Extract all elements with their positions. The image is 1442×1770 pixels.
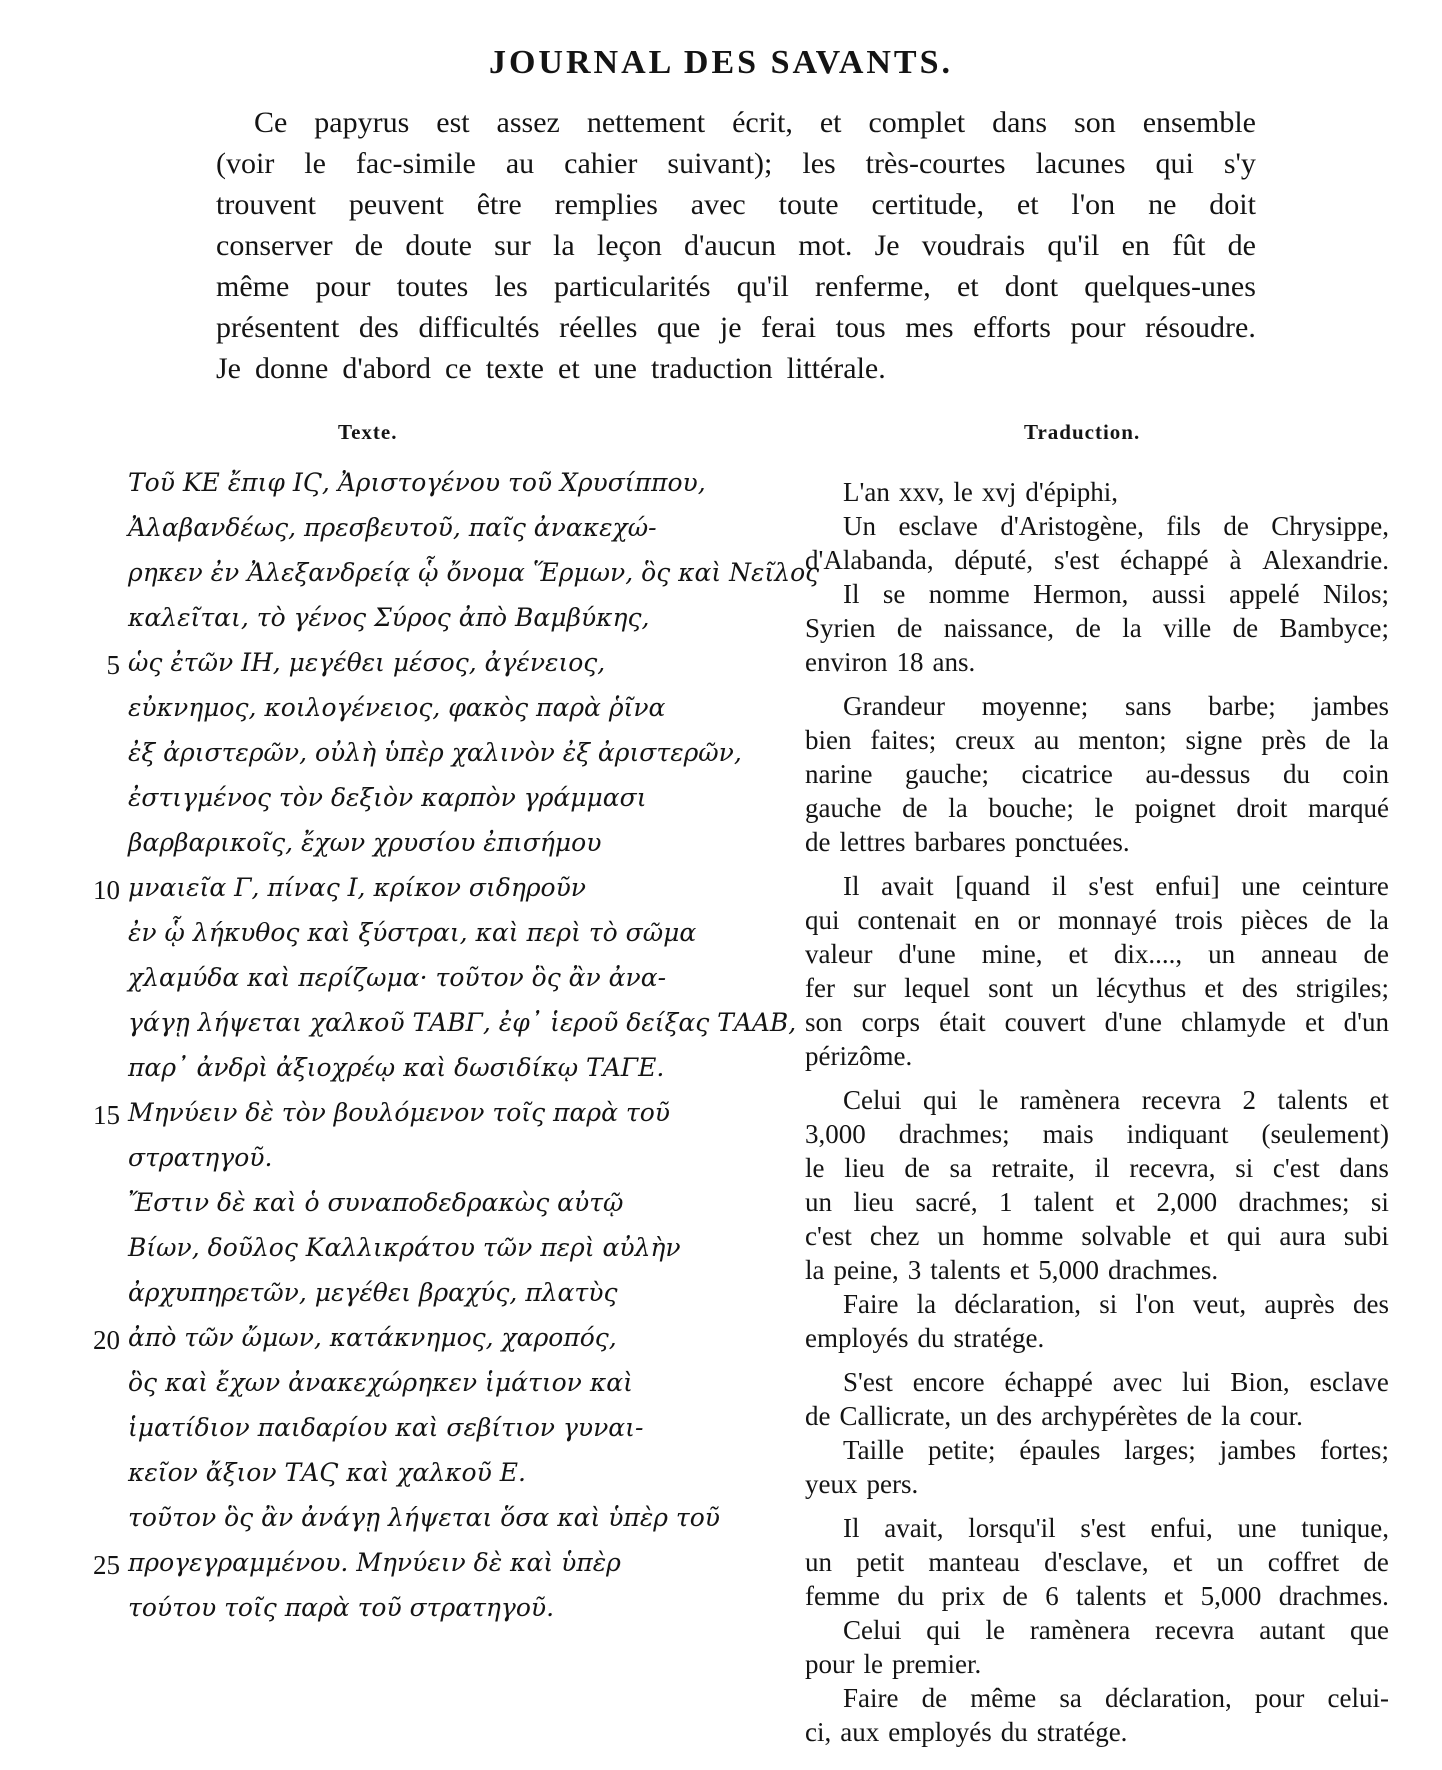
greek-line	[80, 558, 820, 603]
intro-line: Ce papyrus est assez nettement écrit, et complet dans son ensemble	[254, 106, 1256, 139]
greek-line	[80, 1503, 780, 1548]
greek-line	[80, 1098, 780, 1143]
line-number: 20	[93, 1325, 120, 1355]
translation-line: Un esclave d'Aristogène, fils de Chrysippe,	[843, 511, 1389, 541]
translation-line: Il se nomme Hermon, aussi appelé Nilos;	[843, 579, 1389, 609]
greek-line	[80, 468, 780, 513]
translation-line: de lettres barbares ponctuées.	[805, 827, 1130, 857]
translation-column-heading: Traduction.	[1024, 420, 1141, 444]
translation-line: Taille petite; épaules larges; jambes fortes;	[843, 1435, 1389, 1465]
greek-line-text: Μηνύειν δὲ τὸν βουλόμενον τοῖς παρὰ τοῦ	[128, 1098, 670, 1127]
greek-line-text: Ἔστιν δὲ καὶ ὁ συναποδεδρακὼς αὐτῷ	[128, 1188, 624, 1217]
greek-line-text: ὡς ἐτῶν ΙΗ, μεγέθει μέσος, ἀγένειος,	[128, 648, 606, 677]
greek-line	[80, 918, 780, 963]
greek-line	[80, 1413, 780, 1458]
text-column-heading: Texte.	[338, 420, 398, 444]
greek-line-text: ἐστιγμένος τὸν δεξιὸν καρπὸν γράμμασι	[128, 783, 647, 812]
greek-line	[80, 1278, 780, 1323]
translation-line: yeux pers.	[805, 1469, 919, 1499]
translation-line: un lieu sacré, 1 talent et 2,000 drachmes; si	[805, 1187, 1389, 1217]
translation-line: qui contenait en or monnayé trois pièces de la	[805, 905, 1389, 935]
greek-line-text: προγεγραμμένου. Μηνύειν δὲ καὶ ὑπὲρ	[128, 1548, 621, 1577]
greek-line-text: ἀρχυπηρετῶν, μεγέθει βραχύς, πλατὺς	[128, 1278, 618, 1307]
intro-paragraph	[216, 102, 1256, 389]
greek-line-text: ρηκεν ἐν Ἀλεξανδρείᾳ ᾧ ὄνομα Ἕρμων, ὃς καὶ Νεῖλος	[128, 558, 820, 587]
translation-line: fer sur lequel sont un lécythus et des strigiles;	[805, 973, 1389, 1003]
line-number: 25	[93, 1550, 120, 1580]
intro-line: présentent des difficultés réelles que je ferai tous mes efforts pour résoudre.	[216, 311, 1256, 344]
translation-line: Faire de même sa déclaration, pour celui-	[843, 1683, 1389, 1713]
greek-line	[80, 1188, 780, 1233]
line-number: 5	[106, 650, 120, 680]
greek-line	[80, 783, 780, 828]
translation-line: de Callicrate, un des archypérètes de la cour.	[805, 1401, 1303, 1431]
line-number: 15	[93, 1100, 120, 1130]
translation-line: S'est encore échappé avec lui Bion, esclave	[843, 1367, 1389, 1397]
greek-text-column	[80, 468, 820, 1638]
greek-line-text: ἀπὸ τῶν ὤμων, κατάκνημος, χαροπός,	[128, 1323, 617, 1352]
translation-line: Celui qui le ramènera recevra 2 talents et	[843, 1085, 1389, 1115]
intro-line: Je donne d'abord ce texte et une traduction littérale.	[216, 352, 886, 385]
translation-line: femme du prix de 6 talents et 5,000 drachmes.	[805, 1581, 1389, 1611]
greek-line-text: παρ᾽ ἀνδρὶ ἀξιοχρέῳ καὶ δωσιδίκῳ ΤΑΓΕ.	[128, 1053, 665, 1082]
translation-line: périzôme.	[805, 1041, 913, 1071]
translation-line: Syrien de naissance, de la ville de Bambyce;	[805, 613, 1389, 643]
greek-line	[80, 873, 780, 918]
greek-line-text: τούτου τοῖς παρὰ τοῦ στρατηγοῦ.	[128, 1593, 555, 1622]
intro-line: trouvent peuvent être remplies avec toute certitude, et l'on ne doit	[216, 188, 1256, 221]
greek-line	[80, 1053, 780, 1098]
translation-line: Il avait, lorsqu'il s'est enfui, une tunique,	[843, 1513, 1389, 1543]
intro-line: même pour toutes les particularités qu'il renferme, et dont quelques-unes	[216, 270, 1256, 303]
greek-line-text: κεῖον ἄξιον ΤΑϚ καὶ χαλκοῦ Ε.	[128, 1458, 526, 1487]
greek-line-text: ἐξ ἀριστερῶν, οὐλὴ ὑπὲρ χαλινὸν ἐξ ἀριστερῶν,	[128, 738, 742, 767]
translation-line: c'est chez un homme solvable et qui aura subi	[805, 1221, 1389, 1251]
greek-line	[80, 1593, 780, 1638]
translation-line: L'an xxv, le xvj d'épiphi,	[843, 477, 1118, 507]
translation-line: son corps était couvert d'une chlamyde et d'un	[805, 1007, 1389, 1037]
greek-line-text: καλεῖται, τὸ γένος Σύρος ἀπὸ Βαμβύκης,	[128, 603, 650, 632]
translation-line: d'Alabanda, député, s'est échappé à Alexandrie.	[805, 545, 1389, 575]
greek-line	[80, 1458, 780, 1503]
translation-line: la peine, 3 talents et 5,000 drachmes.	[805, 1255, 1219, 1285]
greek-line-text: ὃς καὶ ἔχων ἀνακεχώρηκεν ἱμάτιον καὶ	[128, 1368, 633, 1397]
greek-line	[80, 1368, 780, 1413]
greek-line	[80, 738, 780, 783]
greek-line	[80, 1143, 780, 1188]
intro-line: conserver de doute sur la leçon d'aucun mot. Je voudrais qu'il en fût de	[216, 229, 1256, 262]
translation-line: narine gauche; cicatrice au-dessus du coin	[805, 759, 1389, 789]
translation-line: Celui qui le ramènera recevra autant que	[843, 1615, 1389, 1645]
greek-line-text: βαρβαρικοῖς, ἔχων χρυσίου ἐπισήμου	[128, 828, 602, 857]
greek-line	[80, 693, 780, 738]
intro-line: (voir le fac-simile au cahier suivant); les très-courtes lacunes qui s'y	[216, 147, 1256, 180]
greek-line-text: χλαμύδα καὶ περίζωμα· τοῦτον ὃς ἂν ἀνα-	[128, 963, 667, 992]
greek-line	[80, 1008, 797, 1053]
translation-line: un petit manteau d'esclave, et un coffret de	[805, 1547, 1389, 1577]
translation-line: employés du stratége.	[805, 1323, 1045, 1353]
translation-line: valeur d'une mine, et dix...., un anneau de	[805, 939, 1389, 969]
translation-line: bien faites; creux au menton; signe près de la	[805, 725, 1389, 755]
page-header: JOURNAL DES SAVANTS.	[488, 44, 954, 81]
greek-line-text: εὐκνημος, κοιλογένειος, φακὸς παρὰ ῥῖνα	[128, 693, 666, 722]
greek-line-text: στρατηγοῦ.	[128, 1143, 273, 1172]
translation-line: Il avait [quand il s'est enfui] une ceinture	[843, 871, 1389, 901]
translation-line: pour le premier.	[805, 1649, 982, 1679]
translation-line: ci, aux employés du stratége.	[805, 1717, 1128, 1747]
greek-line-text: Τοῦ ΚΕ ἔπιφ ΙϚ, Ἀριστογένου τοῦ Χρυσίππου,	[128, 468, 706, 497]
greek-line-text: μναιεῖα Γ, πίνας Ι, κρίκον σιδηροῦν	[128, 873, 586, 902]
translation-line: gauche de la bouche; le poignet droit marqué	[805, 793, 1389, 823]
greek-line	[80, 828, 780, 873]
greek-line-text: γάγῃ λήψεται χαλκοῦ ΤΑΒΓ, ἐφ᾽ ἱεροῦ δείξας ΤΑΑΒ,	[128, 1008, 797, 1037]
greek-line-text: ἱματίδιον παιδαρίου καὶ σεβίτιον γυναι-	[128, 1413, 644, 1442]
translation-line: environ 18 ans.	[805, 647, 976, 677]
translation-line: 3,000 drachmes; mais indiquant (seulement)	[805, 1119, 1389, 1149]
greek-line	[80, 513, 780, 558]
greek-line	[80, 1323, 780, 1368]
greek-line-text: ἐν ᾧ λήκυθος καὶ ξύστραι, καὶ περὶ τὸ σῶμα	[128, 918, 697, 947]
translation-column	[805, 475, 1389, 1749]
greek-line	[80, 1548, 780, 1593]
translation-line: Faire la déclaration, si l'on veut, auprès des	[843, 1289, 1389, 1319]
greek-line	[80, 648, 780, 693]
greek-line	[80, 1233, 780, 1278]
line-number: 10	[93, 875, 120, 905]
greek-line-text: τοῦτον ὃς ἂν ἀνάγῃ λήψεται ὅσα καὶ ὑπὲρ τοῦ	[128, 1503, 721, 1532]
greek-line-text: Ἀλαβανδέως, πρεσβευτοῦ, παῖς ἀνακεχώ-	[128, 513, 657, 542]
greek-line	[80, 963, 780, 1008]
translation-line: le lieu de sa retraite, il recevra, si c'est dans	[805, 1153, 1389, 1183]
greek-line-text: Βίων, δοῦλος Καλλικράτου τῶν περὶ αὐλὴν	[128, 1233, 681, 1262]
greek-line	[80, 603, 780, 648]
translation-line: Grandeur moyenne; sans barbe; jambes	[843, 691, 1389, 721]
